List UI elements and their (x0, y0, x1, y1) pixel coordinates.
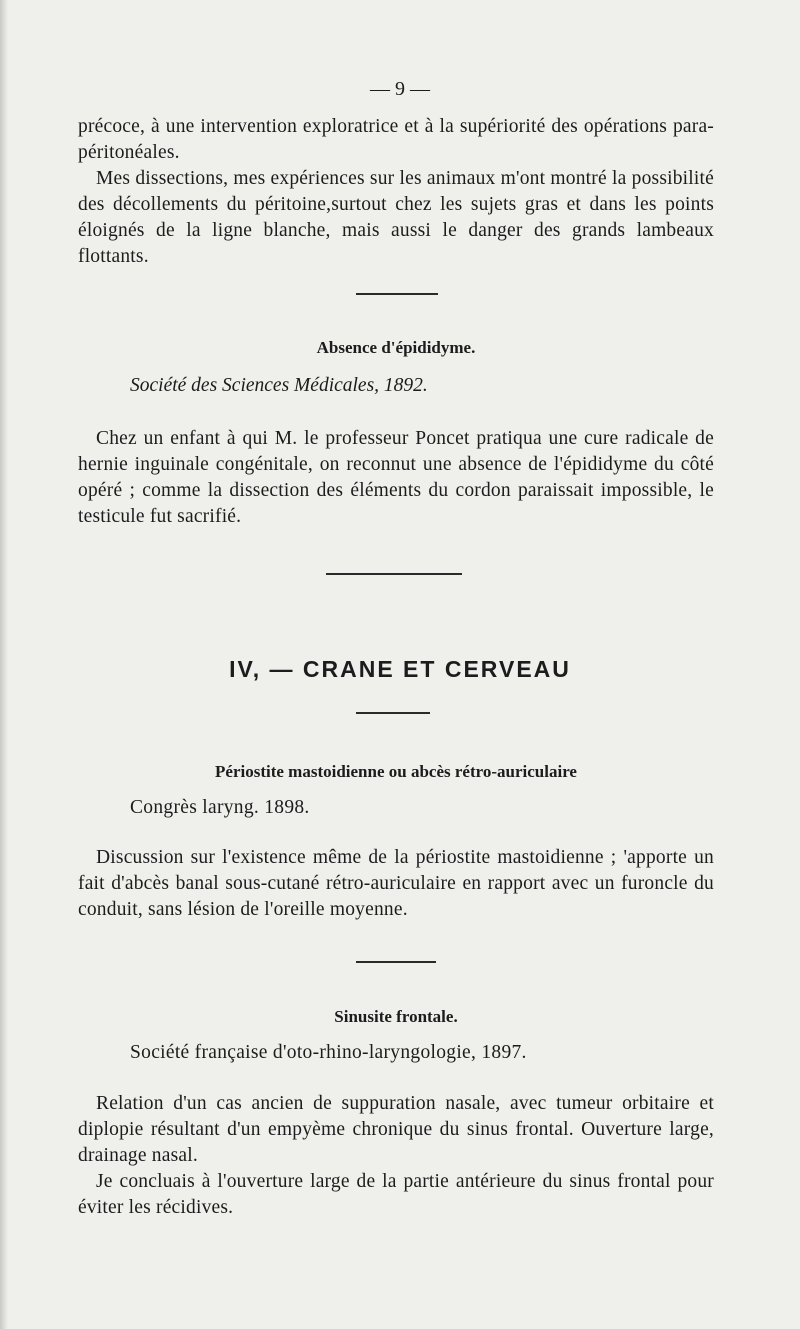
article-sinusite (78, 1007, 714, 1027)
article-venue: Congrès laryng. 1898. (130, 797, 310, 818)
article-body-block (78, 845, 714, 923)
article-body-block (78, 1091, 714, 1221)
intro-paragraph-1: précoce, à une intervention exploratrice et à la supériorité des opérations para-péritonéales. (78, 116, 714, 163)
article-title: Absence d'épididyme. (316, 338, 476, 357)
article-paragraph-1: Relation d'un cas ancien de suppuration nasale, avec tumeur orbitaire et diplopie résultant d'un empyème chronique du sinus frontal. Ouverture large, drainage nasal. (78, 1093, 714, 1166)
section-title: IV, — CRANE ET CERVEAU (229, 656, 571, 682)
article-body-block (78, 426, 714, 530)
article-paragraph: Discussion sur l'existence même de la périostite mastoidienne ; 'apporte un fait d'abcès banal sous-cutané rétro-auriculaire en rapport avec un furoncle du conduit, sans lésion de l'oreille moyenne. (78, 847, 714, 920)
article-periostite (78, 762, 714, 782)
intro-block (78, 114, 714, 270)
article-title: Sinusite frontale. (334, 1007, 458, 1026)
separator-rule (356, 961, 436, 963)
intro-paragraph-2: Mes dissections, mes expériences sur les animaux m'ont montré la possibilité des décollements du péritoine,surtout chez les sujets gras et dans les points éloignés de la ligne blanche, mais aussi le danger des grands lambeaux flottants. (78, 168, 714, 267)
separator-rule (356, 293, 438, 295)
article-absence-epididyme (78, 338, 714, 358)
article-paragraph: Chez un enfant à qui M. le professeur Poncet pratiqua une cure radicale de hernie inguinale congénitale, on reconnut une absence de l'épididyme du côté opéré ; comme la dissection des éléments du cordon paraissait impossible, le testicule fut sacrifié. (78, 428, 714, 527)
article-venue-block (130, 375, 690, 397)
article-venue: Société des Sciences Médicales, 1892. (130, 375, 428, 396)
page-number: — 9 — (370, 78, 430, 100)
separator-rule (356, 712, 430, 714)
page-edge-shadow (0, 0, 8, 1329)
section-heading-block (60, 656, 740, 683)
article-venue-block (130, 797, 690, 819)
article-paragraph-2: Je concluais à l'ouverture large de la partie antérieure du sinus frontal pour éviter les récidives. (78, 1171, 714, 1218)
separator-rule (326, 573, 462, 575)
article-venue-block (130, 1042, 690, 1064)
article-title: Périostite mastoidienne ou abcès rétro-auriculaire (215, 762, 577, 781)
article-venue: Société française d'oto-rhino-laryngologie, 1897. (130, 1042, 527, 1063)
